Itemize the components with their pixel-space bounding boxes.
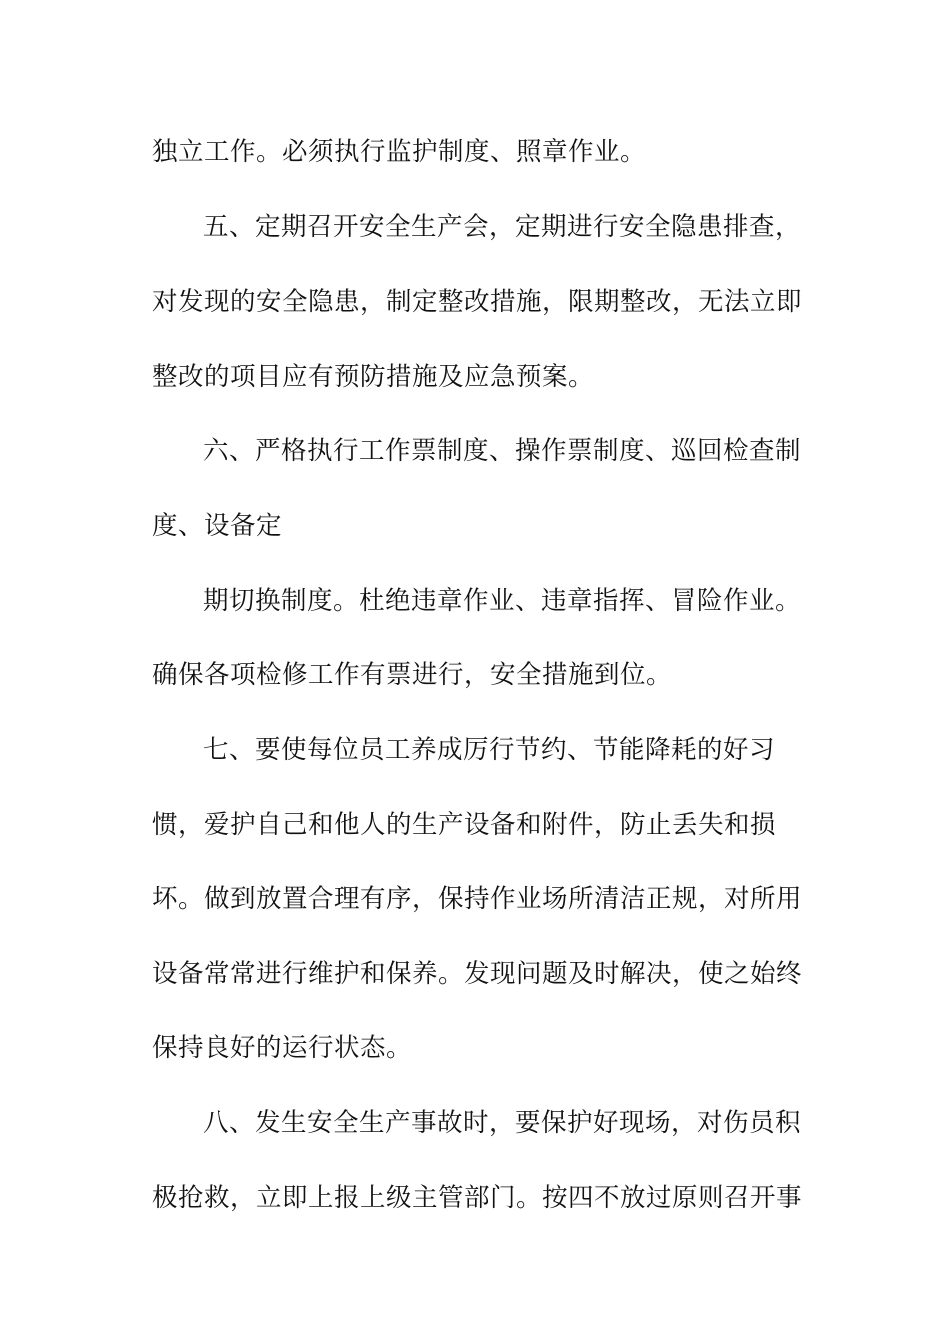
text-line-10: 惯，爱护自己和他人的生产设备和附件，防止丢失和损: [152, 810, 777, 840]
text-line-3: 对发现的安全隐患，制定整改措施，限期整改，无法立即: [152, 287, 803, 317]
text-line-8: 确保各项检修工作有票进行，安全措施到位。: [152, 660, 673, 690]
text-line-9: 七、要使每位员工养成厉行节约、节能降耗的好习: [203, 735, 776, 765]
text-line-1: 独立工作。必须执行监护制度、照章作业。: [152, 137, 647, 167]
text-line-15: 极抢救，立即上报上级主管部门。按四不放过原则召开事: [152, 1183, 803, 1213]
text-line-13: 保持良好的运行状态。: [152, 1033, 413, 1063]
text-line-6: 度、设备定: [152, 511, 283, 541]
text-line-5: 六、严格执行工作票制度、操作票制度、巡回检查制: [203, 436, 802, 466]
text-line-11: 坏。做到放置合理有序，保持作业场所清洁正规，对所用: [152, 884, 803, 914]
text-line-2: 五、定期召开安全生产会，定期进行安全隐患排查，: [203, 212, 802, 242]
text-line-4: 整改的项目应有预防措施及应急预案。: [152, 362, 595, 392]
text-line-14: 八、发生安全生产事故时，要保护好现场，对伤员积: [203, 1108, 802, 1138]
text-line-12: 设备常常进行维护和保养。发现问题及时解决，使之始终: [152, 959, 803, 989]
text-line-7: 期切换制度。杜绝违章作业、违章指挥、冒险作业。: [203, 586, 802, 616]
